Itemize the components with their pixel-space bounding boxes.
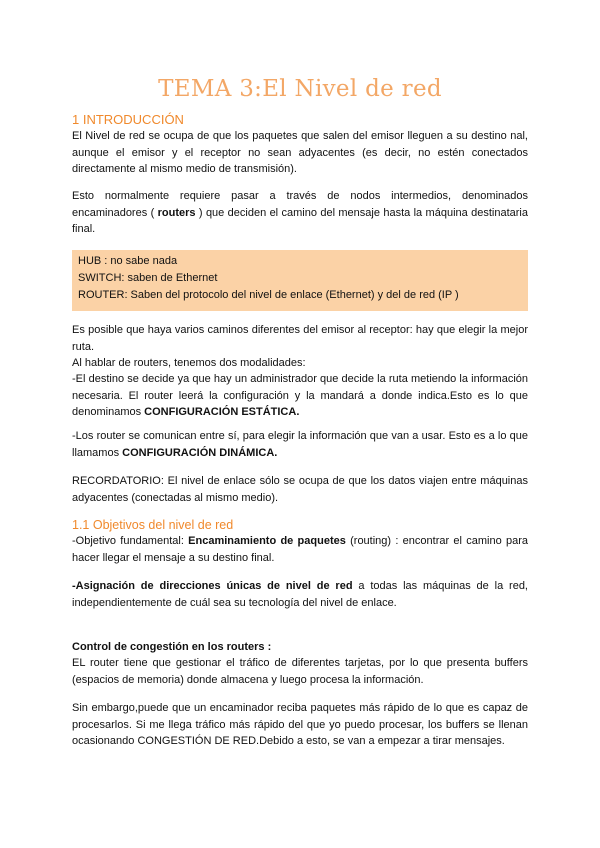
paragraph-buffers: EL router tiene que gestionar el tráfico de diferentes tarjetas, por lo que presenta buffers (espacios de memoria) donde almacena y luego procesa la información. — [72, 657, 528, 686]
paragraph-congestion-red: Sin embargo,puede que un encaminador reciba paquetes más rápido de lo que es capaz de procesarlos. Si me llega tráfico más rápido del que yo puedo procesar, los buffers se llenan ocasionando CONGESTIÓN DE RED.Debido a esto, se van a empezar a tirar mensajes. — [72, 702, 528, 747]
paragraph-nodos-intermedios: Esto normalmente requiere pasar a través de nodos intermedios, denominados encaminadores ( routers ) que deciden el camino del mensaje hasta la máquina destinataria final. — [72, 190, 528, 235]
paragraph-asignacion-direcciones: -Asignación de direcciones únicas de nivel de red a todas las máquinas de la red, independientemente de cuál sea su tecnología del nivel de enlace. — [72, 580, 528, 609]
paragraph-caminos: Es posible que haya varios caminos diferentes del emisor al receptor: hay que elegir la mejor ruta. — [72, 324, 528, 353]
paragraph-configuracion-dinamica: -Los router se comunican entre sí, para elegir la información que van a usar. Esto es a lo que llamamos CONFIGURACIÓN DINÁMICA. — [72, 430, 528, 459]
paragraph-intro: El Nivel de red se ocupa de que los paquetes que salen del emisor lleguen a su destino nal, aunque el emisor y el receptor no sean adyacentes (es decir, no estén conectados directamente al mismo medio de transmisión). — [72, 130, 528, 175]
paragraph-objetivo-fundamental: -Objetivo fundamental: Encaminamiento de paquetes (routing) : encontrar el camino para hacer llegar el mensaje a su destino final. — [72, 535, 528, 564]
paragraph-configuracion-estatica: -El destino se decide ya que hay un administrador que decide la ruta metiendo la información necesaria. El router leerá la configuración y la mandará a donde indica.Esto es lo que denominamos CONFIGURACIÓN ESTÁTICA. — [72, 373, 528, 418]
page-title: TEMA 3:El Nivel de red — [158, 76, 442, 102]
section-heading-objetivos: 1.1 Objetivos del nivel de red — [72, 518, 234, 532]
highlight-line-router: ROUTER: Saben del protocolo del nivel de enlace (Ethernet) y del de red (IP ) — [78, 289, 459, 301]
paragraph-modalidades: Al hablar de routers, tenemos dos modalidades: — [72, 357, 306, 369]
routers-term: routers — [157, 206, 196, 219]
section-heading-introduccion: 1 INTRODUCCIÓN — [72, 112, 184, 127]
paragraph-control-congestion-heading: Control de congestión en los routers : — [72, 641, 272, 653]
highlight-box — [72, 250, 528, 311]
paragraph-recordatorio: RECORDATORIO: El nivel de enlace sólo se ocupa de que los datos viajen entre máquinas adyacentes (conectadas al mismo medio). — [72, 475, 528, 504]
highlight-line-switch: SWITCH: saben de Ethernet — [78, 272, 218, 284]
highlight-line-hub: HUB : no sabe nada — [78, 255, 178, 267]
